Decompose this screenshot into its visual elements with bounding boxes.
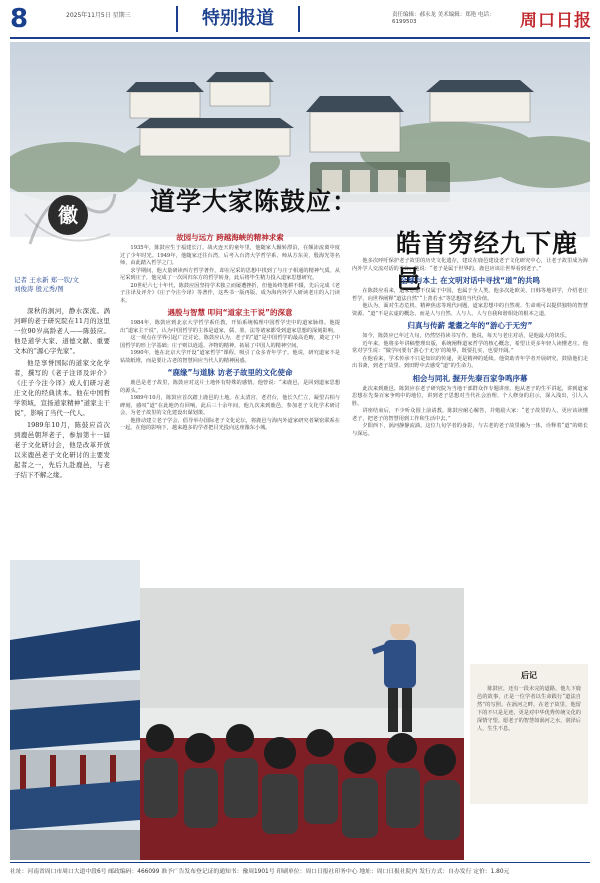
intro-paragraph: 深秋的涡河，静水深流。涡河畔的老子研究院在11月的这里一位90岁高龄老人——陈鼓应。他是道学大家、道德文献、重要文本的“源心字先家”。 [14, 307, 110, 355]
paragraph: 在他看来，学术传承不只是知识的传递，更是精神的延续。他资助青年学者开展研究，鼓励他们走出书斋，到老子故里、到田野中去感受“道”的生命力。 [352, 355, 588, 369]
issue-date: 2025年11月5日 星期三 [66, 12, 131, 19]
paragraph: 他推动建立老子学会，倡导举办国际老子文化论坛，将鹿邑与海内外道家研究者紧密联系在一起。在他的影响下，越来越多的学者把目光投向这座豫东小城。 [120, 417, 340, 431]
calligraphy-seal [14, 170, 124, 270]
paragraph: 在陈鼓应看来，道家思想不仅属于中国，也属于全人类。他多次赴欧美、日韩等地讲学，介绍老庄哲学，向世界阐释“道法自然”“上善若水”等思想的当代价值。 [352, 288, 588, 302]
header-divider [10, 37, 590, 39]
paragraph: 夕阳西下，涡河静静流淌。这位九旬学者的身影，与古老的老子故里融为一体，诠释着“道”的绵长与深远。 [352, 423, 588, 437]
afterword-box [470, 664, 588, 804]
building-photo [10, 560, 140, 860]
editor-credits: 责任编辑：郝永龙 美术编辑：郑艳 电话：6199503 [392, 12, 495, 25]
subheading: 相会与同礼 握开先秦百家争鸣序幕 [412, 373, 528, 383]
byline-writer: 记者 王永新 郑一钦/文 [14, 276, 79, 284]
afterword-title: 后记 [521, 671, 537, 680]
page-number: 8 [10, 4, 29, 34]
paragraph: 这一观点在学界引起广泛讨论。陈鼓应认为，老子的“道”是中国哲学的最高范畴，奠定了中国哲学的形上学基础；庄子则以逍遥、齐物的精神，拓展了中国人的精神空间。 [120, 335, 340, 349]
footer-divider [10, 862, 590, 863]
paragraph: 他多次呼吁保护老子故里的历史文化遗存，建议在鹿邑建设老子文化研究中心，让老子故里成为海内外学人交流对话的平台。他说：“老子是属于世界的，鹿邑应该让世界看到老子。” [352, 258, 588, 272]
seal-icon: 徽 [48, 195, 88, 235]
paragraph: 1984年，陈鼓应到北京大学哲学系任教，开始系统梳理中国哲学史中的道家脉络。他提出“道家主干说”，认为中国哲学的主体是道家，儒、墨、法等诸家都受到道家思想的深刻影响。 [120, 320, 340, 334]
subheading: 遇殷与智慧 叩问“道家主干说”的深意 [167, 308, 293, 317]
paragraph: 1935年，陈鼓应生于福建长汀。战火连天的童年里，他随家人辗转漂泊，在颠沛流离中度过了少年时光。1949年，他随家迁往台湾，后考入台湾大学哲学系，师从方东美、殷海光等名师，由此踏入哲学之门。 [120, 245, 340, 266]
paragraph: 1989年10月，陈鼓应首次踏上鹿邑的土地。在太清宫、老君台，他长久伫立，凝望古柏与碑刻，感叹“道”在此地仍有回响。此后三十余年间，他九次来到鹿邑，参加老子文化学术研讨会，为老子故里的文化建设出谋划策。 [120, 395, 340, 416]
afterword-body: 陈鼓应，还有一段未完的道路。他九下鹿邑的故事，正是一位学者以生命践行“道法自然”的写照。在涡河之畔，在老子故里，他留下的不只是足迹，更是对中华优秀传统文化的深情守望。愿老子的智慧如涡河之水，润泽后人，生生不息。 [477, 686, 581, 732]
article-column-2 [352, 258, 588, 438]
intro-paragraph: 他是享誉国际的道家文化学者，撰写的《老子注译及评介》《庄子今注今译》成人们研习老庄文化的经典读本。他在中国哲学领域，宣扬道家精神“道家主干说”，影响了当代一代人。 [14, 359, 110, 417]
paragraph: 20世纪六七十年代，陈鼓应因坚持学术独立而屡遭挫折，但他始终笔耕不辍，先后完成《老子注译及评介》《庄子今注今译》等著作，这些书一版再版，成为海内外学人研读老庄的入门读本。 [120, 282, 340, 304]
subheading: 故园与远方 跨越海峡的精神求索 [176, 233, 284, 242]
intro-text [14, 306, 110, 480]
headline-part-2: 皓首穷经九下鹿邑 [396, 229, 579, 294]
paragraph: 他认为，面对生态危机、精神焦虑等现代问题，道家思想中的自然观、生命观可以提供独特的智慧资源。“道”不是玄虚的概念，而是人与自然、人与人、人与自我和谐相处的根本之道。 [352, 303, 588, 317]
page-header [0, 0, 600, 40]
newspaper-logo: 周口日报 [520, 11, 592, 31]
section-title: 特别报道 [176, 6, 300, 32]
footer-info: 社址：河南省周口市周口大道中段6号 邮政编码：466099 准予广告发布登记证的通知书：豫周1901号 印刷单位：周口日报社印务中心 地址：周口日报社院内 发行方式：自办发行 定价：1.80元 [10, 869, 510, 875]
article-column-1 [120, 230, 340, 433]
subheading: 全球与本土 在文明对话中寻找“道”的共鸣 [400, 276, 540, 285]
subheading: “鹿缘”与道脉 访老子故里的文化使命 [167, 368, 293, 377]
paragraph: 讲座结束后，不少听众围上前请教。陈鼓应耐心解答，并勉励大家：“老子故里的人，更应该读懂老子，把老子的智慧用到工作和生活中去。” [352, 408, 588, 422]
subheading: 归真与传薪 耄耋之年的“游心于无穷” [407, 321, 533, 330]
headline-part-1: 道学大家陈鼓应： [150, 187, 359, 216]
paragraph: 求学期间，他大量研读西方哲学著作，却在尼采的思想中找到了与庄子相通的精神气质。从尼采到庄子，他完成了一次回归东方的哲学转身，此后将毕生精力投入道家思想研究。 [120, 267, 340, 281]
paragraph: 鹿邑是老子故里，陈鼓应对这片土地怀有特殊的感情。他曾说：“来鹿邑，是回到道家思想的源头。” [120, 380, 340, 394]
lecture-scene-image [140, 588, 464, 860]
byline-photographer: 刘俊涛 殷元秀/图 [14, 285, 64, 293]
paragraph: 此次来到鹿邑，陈鼓应在老子研究院为当地干部群众作专题讲座。他从老子的生平讲起，讲到道家思想在先秦百家争鸣中的地位，讲到老子思想对当代社会治理、个人修身的启示，深入浅出，引人入胜。 [352, 385, 588, 407]
paragraph: 1990年，他在北京大学开设“道家哲学”课程，吸引了众多青年学子。他说，研究道家不是钻故纸堆，而是要让古老的智慧回应当代人的精神困惑。 [120, 350, 340, 364]
paragraph: 如今，陈鼓应已年过九旬，仍然坚持读书写作。他说，每天与老庄对话，是他最大的快乐。 [362, 333, 570, 339]
sidebar [14, 276, 110, 482]
lecture-photo [140, 588, 464, 860]
traditional-building-image [10, 560, 140, 860]
paragraph: 近年来，他将多年讲稿整理出版，系统阐释道家哲学的核心概念，希望让更多年轻人读懂老庄。他常对学生说：“做学问要有‘游心于无穷’的境界，既要扎实，也要开阔。” [352, 340, 588, 354]
intro-paragraph: 1989年10月，陈鼓应首次到鹿邑朝拜老子，参加第十一届老子文化研讨会，他是改革开放以来鹿邑老子文化研讨的主要发起者之一，先后九赴鹿邑，与老子结下不解之缘。 [14, 421, 110, 479]
